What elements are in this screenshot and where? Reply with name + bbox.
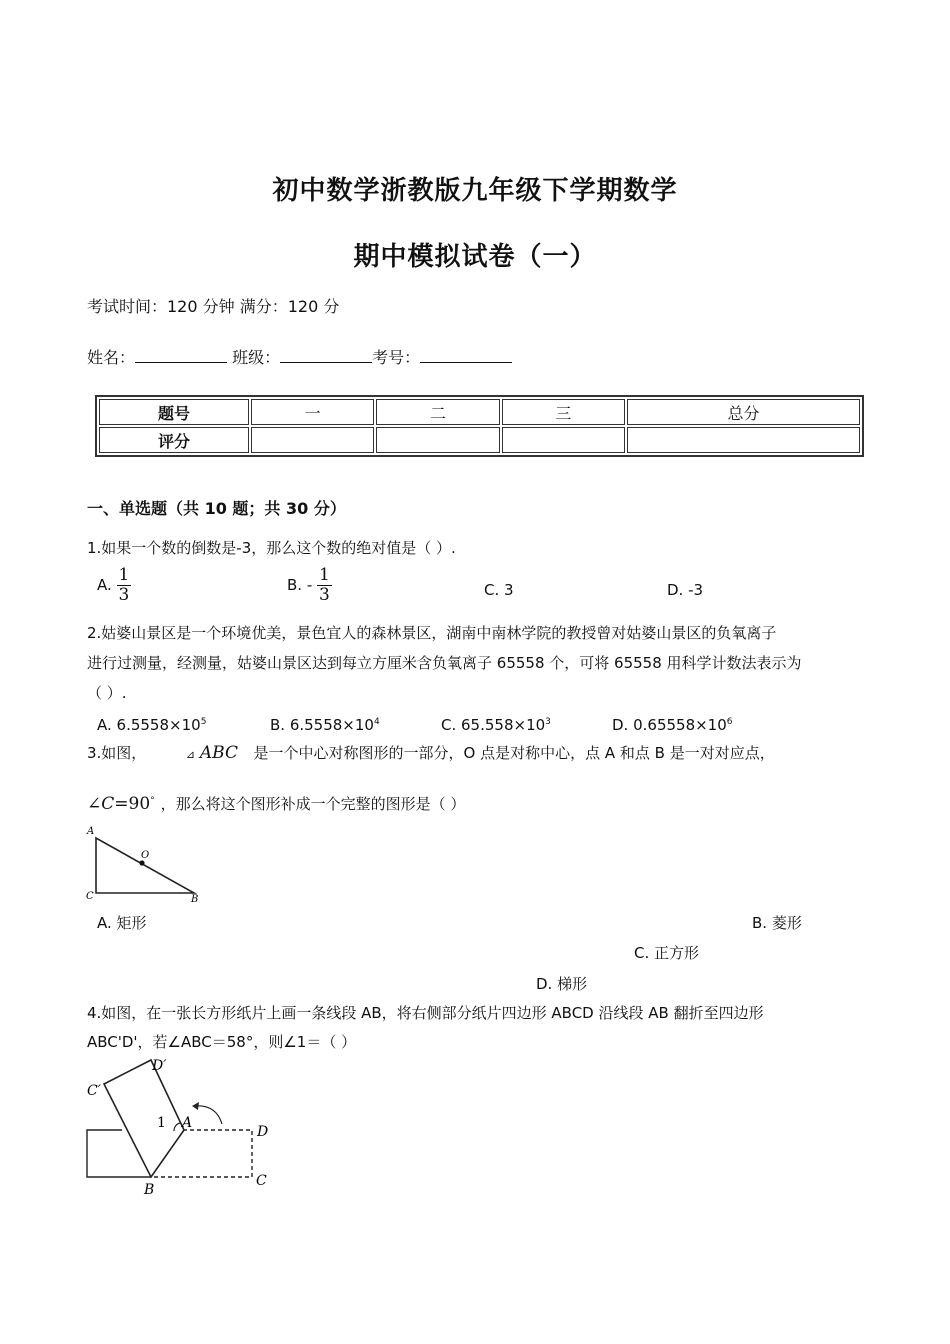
q3-angle-symbol: ∠ [87,794,102,814]
q3-rest: 是一个中心对称图形的一部分，O 点是对称中心，点 A 和点 B 是一对对应点， [253,744,775,762]
score-table [95,395,864,457]
q2-b-exponent: 4 [373,717,380,727]
title-line-2: 期中模拟试卷（一） [353,242,597,272]
q3-option-a: A. 矩形 [97,914,147,932]
q3-line-2 [87,790,465,815]
q4-fold-arrow [194,1106,222,1124]
q3-prefix: 3.如图， [87,744,147,762]
q1-a-fraction [117,566,132,605]
q1-option-d: D. -3 [667,581,704,599]
score-header-cell: 题号 [99,399,249,425]
q3-angle-var: C [101,794,115,814]
q4-label-a: A [182,1115,193,1131]
q2-line-3: （ ）. [87,684,127,702]
score-header-cell: 总分 [627,399,860,425]
q4-angle-mark [174,1123,180,1131]
q3-line-2-rest: ，那么将这个图形补成一个完整的图形是（ ） [160,795,466,813]
q4-arrow-head [192,1102,199,1110]
title-line-1: 初中数学浙教版九年级下学期数学 [272,176,678,206]
q4-label-d-prime: D′ [152,1058,167,1074]
exam-info: 考试时间：120 分钟 满分：120 分 [87,297,340,316]
score-table-row [99,427,860,453]
q1-a-numerator: 1 [118,565,130,585]
score-header-cell: 二 [376,399,499,425]
q4-label-b: B [144,1182,155,1198]
q2-d-text: D. 0.65558×10 [612,716,727,734]
student-fields [87,347,512,369]
q2-b-text: B. 6.5558×10 [270,716,374,734]
class-label: 班级： [232,348,281,367]
q3-center-point [139,860,144,865]
q1-b-numerator: 1 [319,565,330,585]
q2-option-c [441,711,551,736]
score-table-header-row [99,399,860,425]
q3-triangle-figure [84,822,204,906]
q2-d-exponent: 6 [726,717,733,727]
q3-label-o: O [141,850,150,861]
q3-degree: ° [150,796,155,806]
q2-line-2: 进行过测量，经测量，姑婆山景区达到每立方厘米含负氧离子 65558 个，可将 65558 用科学计数法表示为 [87,654,802,672]
class-blank[interactable] [280,348,372,363]
q4-line-1: 4.如图，在一张长方形纸片上画一条线段 AB，将右侧部分纸片四边形 ABCD 沿线段 AB 翻折至四边形 [87,1004,764,1022]
score-cell[interactable] [251,427,374,453]
score-cell[interactable] [502,427,625,453]
number-label: 考号： [372,348,421,367]
q1-a-label: A. [97,576,112,594]
q4-label-c: C [256,1173,267,1189]
q3-option-c: C. 正方形 [634,944,700,962]
q3-triangle-symbol: ⊿ [185,748,196,761]
score-row-label: 评分 [99,427,249,453]
q2-option-b [270,711,380,736]
q1-option-b [287,566,332,605]
q1-option-c: C. 3 [484,581,514,599]
q4-folded-quad [104,1060,184,1177]
score-header-cell: 三 [502,399,625,425]
q3-label-c: C [86,891,94,902]
q1-a-denominator: 3 [118,585,130,605]
number-blank[interactable] [420,348,512,363]
q4-line-2: ABC'D'，若∠ABC＝58°，则∠1＝（ ） [87,1033,357,1051]
q3-line-1 [87,742,775,766]
q1-b-label: B. - [287,576,313,594]
q4-label-c-prime: C′ [87,1083,101,1099]
q1-option-a [97,566,131,605]
q4-label-one: 1 [157,1115,166,1131]
q2-line-1: 2.姑婆山景区是一个环境优美，景色宜人的森林景区，湖南中南林学院的教授曾对姑婆山景区的负氧离子 [87,624,777,642]
score-cell[interactable] [376,427,499,453]
q4-fold-figure [82,1052,277,1198]
q3-triangle-name: ABC [199,743,238,763]
q2-a-exponent: 5 [200,717,207,727]
name-label: 姓名： [87,348,136,367]
q3-label-a: A [87,826,95,837]
q1-b-fraction [317,566,332,605]
q4-label-d: D [257,1124,269,1140]
q3-triangle-shape [96,838,194,893]
q3-angle-value: =90 [114,794,151,814]
q2-option-a [97,711,206,736]
q4-dashed-original [151,1130,252,1177]
q1-b-denominator: 3 [319,585,330,605]
q2-a-text: A. 6.5558×10 [97,716,201,734]
score-cell[interactable] [627,427,860,453]
q2-option-d [612,711,733,736]
section-heading: 一、单选题（共 10 题；共 30 分） [87,499,346,518]
q2-c-exponent: 3 [545,717,551,727]
q3-label-b: B [191,894,199,905]
q3-option-d: D. 梯形 [536,975,588,993]
score-header-cell: 一 [251,399,374,425]
q1-stem: 1.如果一个数的倒数是-3，那么这个数的绝对值是（ ）. [87,539,456,557]
q3-option-b: B. 菱形 [752,914,802,932]
q2-c-text: C. 65.558×10 [441,716,546,734]
name-blank[interactable] [135,348,227,363]
q4-left-rectangle [87,1130,151,1177]
